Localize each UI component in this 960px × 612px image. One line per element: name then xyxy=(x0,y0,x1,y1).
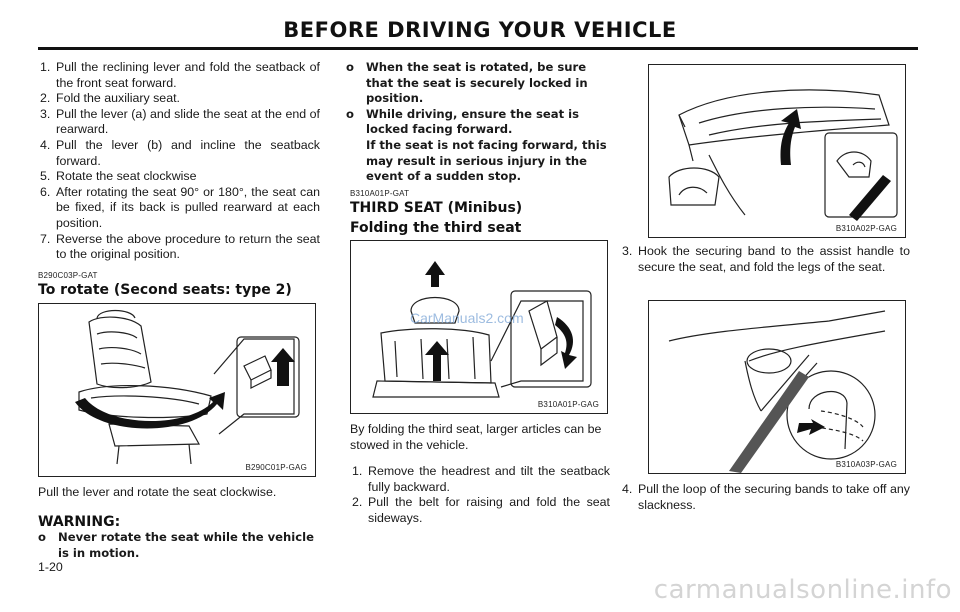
page-number: 1-20 xyxy=(38,560,63,574)
footer-watermark: carmanualsonline.info xyxy=(653,575,952,605)
folded-seat-illustration xyxy=(649,65,905,237)
caution-text: When the seat is rotated, be sure that the seat is securely locked in position. xyxy=(366,60,588,106)
header-rule xyxy=(38,47,918,50)
caution-list xyxy=(346,60,612,185)
step-number: 4. xyxy=(40,137,51,152)
figure-caption: B310A01P-GAG xyxy=(537,400,599,409)
step-number: 6. xyxy=(40,184,51,199)
bullet: o xyxy=(346,60,354,74)
step-item xyxy=(350,495,610,526)
rotate-instruction: Pull the lever and rotate the seat clockwise. xyxy=(38,485,277,499)
watermark: CarManuals2.com xyxy=(410,310,524,326)
caution-item xyxy=(346,107,612,185)
step-number: 5. xyxy=(40,169,51,184)
step-text: Pull the belt for raising and fold the seat sideways. xyxy=(368,495,610,525)
step-item xyxy=(38,232,320,263)
section-code: B310A01P-GAT xyxy=(350,189,410,198)
figure-folded-seat xyxy=(648,64,906,238)
rotating-seat-illustration xyxy=(39,304,315,476)
step-text: Reverse the above procedure to return the seat to the original position. xyxy=(56,231,320,262)
step-number: 1. xyxy=(352,464,363,478)
step-item xyxy=(620,482,910,513)
step-text: Rotate the seat clockwise xyxy=(56,169,197,184)
step-text: Hook the securing band to the assist handle to secure the seat, and fold the legs of the seat. xyxy=(638,244,910,274)
figure-caption: B310A02P-GAG xyxy=(835,224,897,233)
step-number: 1. xyxy=(40,60,51,74)
intro-text: By folding the third seat, larger articles can be stowed in the vehicle. xyxy=(350,422,602,452)
section-title: To rotate (Second seats: type 2) xyxy=(38,282,292,298)
step-number: 4. xyxy=(622,482,633,496)
step-number: 7. xyxy=(40,231,51,246)
step-item xyxy=(38,91,320,107)
step-number: 2. xyxy=(352,495,363,510)
slack-step xyxy=(620,482,910,513)
bullet: o xyxy=(346,106,354,121)
folding-steps-list xyxy=(350,464,610,526)
subsection-title: Folding the third seat xyxy=(350,220,522,236)
section-code: B290C03P-GAT xyxy=(38,271,98,280)
step-text: Pull the loop of the securing bands to take off any slackness. xyxy=(638,482,910,512)
step-text: After rotating the seat 90° or 180°, the seat can be fixed, if its back is pulled rearward at each position. xyxy=(56,184,320,230)
left-column xyxy=(38,60,320,263)
step-item xyxy=(38,138,320,169)
rotate-steps-list xyxy=(38,60,320,263)
step-text: Pull the lever (a) and slide the seat at the end of rearward. xyxy=(56,106,320,137)
warning-title: WARNING: xyxy=(38,514,121,530)
page-header-title: BEFORE DRIVING YOUR VEHICLE xyxy=(283,18,677,42)
step-number: 2. xyxy=(40,91,51,106)
warning-list xyxy=(38,530,318,561)
caution-text: While driving, ensure the seat is locked facing forward. xyxy=(366,106,580,137)
warning-text: Never rotate the seat while the vehicle is in motion. xyxy=(58,530,314,560)
third-seat-illustration xyxy=(351,241,607,413)
step-item xyxy=(620,244,910,275)
figure-caption: B290C01P-GAG xyxy=(245,463,307,472)
step-text: Fold the auxiliary seat. xyxy=(56,91,180,106)
warning-item xyxy=(38,530,318,561)
step-number: 3. xyxy=(40,106,51,121)
caution-item xyxy=(346,60,612,107)
step-number: 3. xyxy=(622,244,633,258)
bullet: o xyxy=(38,530,46,544)
figure-third-seat xyxy=(350,240,608,414)
step-item xyxy=(38,185,320,232)
step-item xyxy=(38,60,320,91)
step-text: Pull the reclining lever and fold the seatback of the front seat forward. xyxy=(56,60,320,90)
step-item xyxy=(38,169,320,185)
figure-securing-band xyxy=(648,300,906,474)
step-item xyxy=(350,464,610,495)
section-title: THIRD SEAT (Minibus) xyxy=(350,200,523,216)
figure-rotate-seat xyxy=(38,303,316,477)
step-item xyxy=(38,107,320,138)
securing-band-illustration xyxy=(649,301,905,473)
figure-caption: B310A03P-GAG xyxy=(835,460,897,469)
caution-extra-text: If the seat is not facing forward, this may result in serious injury in the event of a sudden stop. xyxy=(366,137,607,184)
step-text: Pull the lever (b) and incline the seatback forward. xyxy=(56,137,320,168)
step-text: Remove the headrest and tilt the seatback fully backward. xyxy=(368,464,610,494)
hook-step xyxy=(620,244,910,275)
